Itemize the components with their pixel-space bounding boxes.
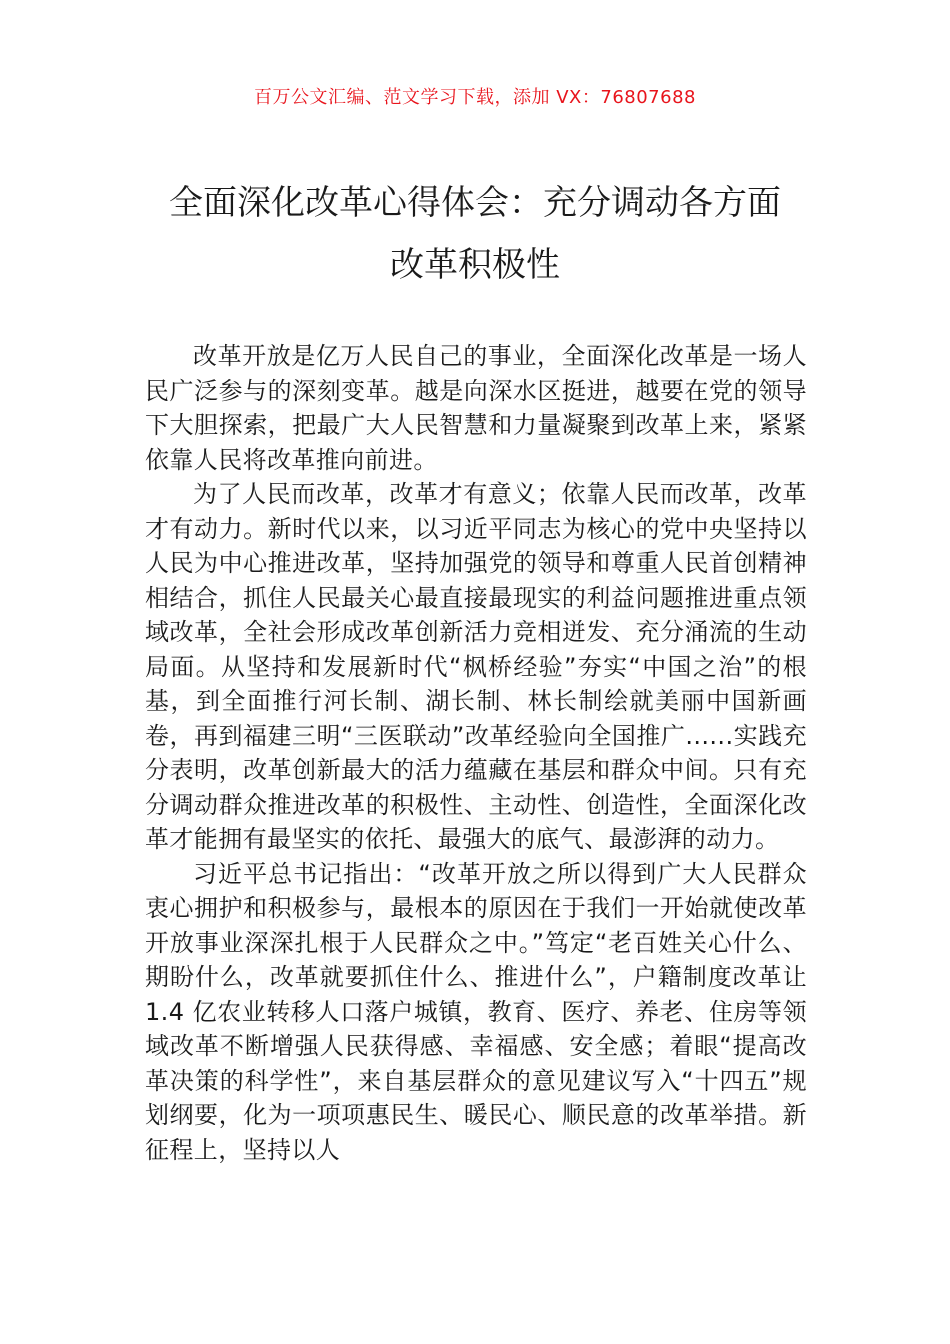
document-title-line-1: 全面深化改革心得体会：充分调动各方面 <box>169 183 781 223</box>
paragraph-3: 习近平总书记指出：“改革开放之所以得到广大人民群众衷心拥护和积极参与，最根本的原因在于我们一开始就使改革开放事业深深扎根于人民群众之中。”笃定“老百姓关心什么、期盼什么，改革就要抓住什么、推进什么”，户籍制度改革让 1.4 亿农业转移人口落户城镇，教育、医疗、养老、住房等领域改革不断增强人民获得感、幸福感、安全感；着眼“提高改革决策的科学性”，来自基层群众的意见建议写入“十四五”规划纲要，化为一项项惠民生、暖民心、顺民意的改革举措。新征程上，坚持以人 <box>145 859 807 1164</box>
document-title-line-2: 改革积极性 <box>390 245 560 285</box>
document-title <box>120 172 830 296</box>
document-body <box>145 339 807 1167</box>
paragraph-1: 改革开放是亿万人民自己的事业，全面深化改革是一场人民广泛参与的深刻变革。越是向深水区挺进，越要在党的领导下大胆探索，把最广大人民智慧和力量凝聚到改革上来，紧紧依靠人民将改革推向前进。 <box>145 342 807 474</box>
header-watermark-note: 百万公文汇编、范文学习下载，添加 VX：76807688 <box>254 87 696 108</box>
paragraph-2: 为了人民而改革，改革才有意义；依靠人民而改革，改革才有动力。新时代以来，以习近平同志为核心的党中央坚持以人民为中心推进改革，坚持加强党的领导和尊重人民首创精神相结合，抓住人民最关心最直接最现实的利益问题推进重点领域改革，全社会形成改革创新活力竞相迸发、充分涌流的生动局面。从坚持和发展新时代“枫桥经验”夯实“中国之治”的根基，到全面推行河长制、湖长制、林长制绘就美丽中国新画卷，再到福建三明“三医联动”改革经验向全国推广......实践充分表明，改革创新最大的活力蕴藏在基层和群众中间。只有充分调动群众推进改革的积极性、主动性、创造性，全面深化改革才能拥有最坚实的依托、最强大的底气、最澎湃的动力。 <box>145 480 807 853</box>
